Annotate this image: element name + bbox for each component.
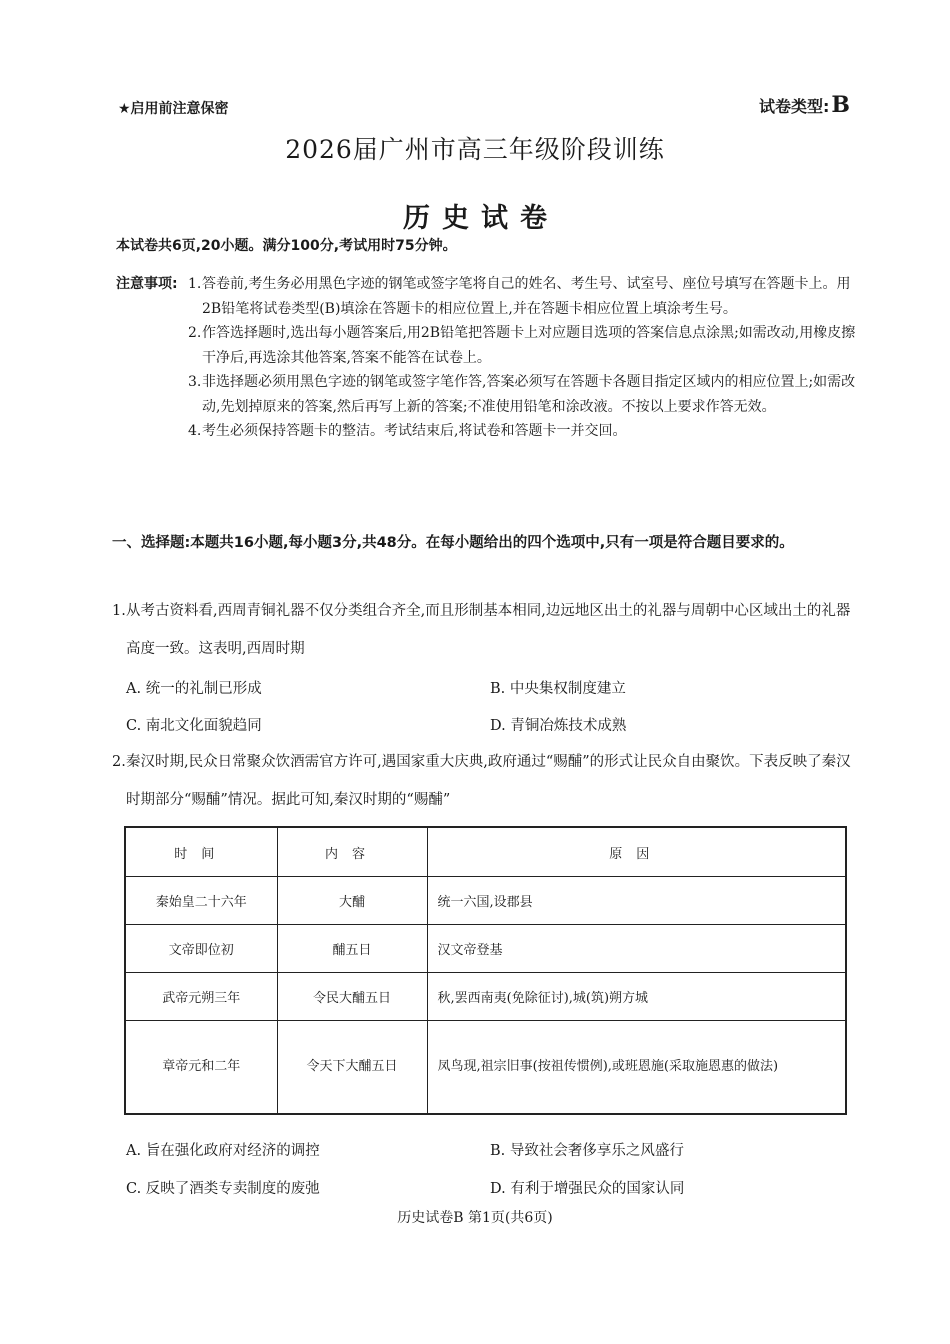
notes-label: 注意事项:	[116, 276, 178, 292]
table-cell: 酺五日	[277, 925, 427, 973]
notes-block	[116, 272, 856, 444]
subject-title: 历史试卷	[403, 203, 559, 234]
confidential-note: ★启用前注意保密	[118, 101, 229, 117]
table-row	[125, 877, 846, 925]
q1-option-a: A. 统一的礼制已形成	[126, 681, 262, 697]
table-header: 内容	[277, 827, 427, 877]
question-1	[112, 592, 852, 668]
table-header-row	[125, 827, 846, 877]
table-row	[125, 925, 846, 973]
question-number: 2.	[112, 754, 126, 770]
table-cell: 凤鸟现,祖宗旧事(按祖传惯例),或班恩施(采取施恩惠的做法)	[427, 1021, 846, 1115]
question-stem: 秦汉时期,民众日常聚众饮酒需官方许可,遇国家重大庆典,政府通过“赐酺”的形式让民众自由聚饮。下表反映了秦汉时期部分“赐酺”情况。据此可知,秦汉时期的“赐酺”	[126, 754, 851, 808]
question-number: 1.	[112, 603, 126, 619]
cipu-table	[124, 826, 847, 1115]
q1-option-c: C. 南北文化面貌趋同	[126, 718, 262, 734]
section-heading: 一、选择题:本题共16小题,每小题3分,共48分。在每小题给出的四个选项中,只有一项是符合题目要求的。	[112, 535, 794, 551]
question-stem: 从考古资料看,西周青铜礼器不仅分类组合齐全,而且形制基本相同,边远地区出土的礼器与周朝中心区域出土的礼器高度一致。这表明,西周时期	[126, 603, 851, 657]
table-row	[125, 973, 846, 1021]
table-cell: 文帝即位初	[125, 925, 277, 973]
table-cell: 秦始皇二十六年	[125, 877, 277, 925]
note-item: 2. 作答选择题时,选出每小题答案后,用2B铅笔把答题卡上对应题目选项的答案信息点涂黑;如需改动,用橡皮擦干净后,再选涂其他答案,答案不能答在试卷上。	[188, 325, 856, 366]
q1-option-d: D. 青铜冶炼技术成熟	[490, 718, 627, 734]
paper-type-value: B	[831, 92, 850, 118]
page-footer: 历史试卷B 第1页(共6页)	[397, 1210, 553, 1226]
table-cell: 大酺	[277, 877, 427, 925]
paper-type	[759, 92, 850, 118]
table-cell: 秋,罢西南夷(免除征讨),城(筑)朔方城	[427, 973, 846, 1021]
table-cell: 令民大酺五日	[277, 973, 427, 1021]
table-cell: 武帝元朔三年	[125, 973, 277, 1021]
table-row	[125, 1021, 846, 1115]
q2-option-b: B. 导致社会奢侈享乐之风盛行	[490, 1143, 684, 1159]
table-header: 时间	[125, 827, 277, 877]
paper-type-label: 试卷类型:	[758, 97, 830, 116]
q1-option-b: B. 中央集权制度建立	[490, 681, 626, 697]
note-item: 3. 非选择题必须用黑色字迹的钢笔或签字笔作答,答案必须写在答题卡各题目指定区域内的相应位置上;如需改动,先划掉原来的答案,然后再写上新的答案;不准使用铅笔和涂改液。不按以上要求作答无效。	[188, 374, 856, 415]
table-header: 原因	[427, 827, 846, 877]
table-cell: 汉文帝登基	[427, 925, 846, 973]
note-item: 1. 答卷前,考生务必用黑色字迹的钢笔或签字笔将自己的姓名、考生号、试室号、座位号填写在答题卡上。用2B铅笔将试卷类型(B)填涂在答题卡的相应位置上,并在答题卡相应位置上填涂考生号。	[188, 276, 851, 317]
table-cell: 令天下大酺五日	[277, 1021, 427, 1115]
table-cell: 统一六国,设郡县	[427, 877, 846, 925]
q2-option-c: C. 反映了酒类专卖制度的废弛	[126, 1181, 320, 1197]
table-cell: 章帝元和二年	[125, 1021, 277, 1115]
note-item: 4. 考生必须保持答题卡的整洁。考试结束后,将试卷和答题卡一并交回。	[188, 423, 627, 439]
q2-option-d: D. 有利于增强民众的国家认同	[490, 1181, 685, 1197]
exam-summary: 本试卷共6页,20小题。满分100分,考试用时75分钟。	[116, 238, 457, 254]
exam-title: 2026届广州市高三年级阶段训练	[285, 135, 665, 164]
q2-option-a: A. 旨在强化政府对经济的调控	[126, 1143, 320, 1159]
question-2	[112, 743, 852, 819]
